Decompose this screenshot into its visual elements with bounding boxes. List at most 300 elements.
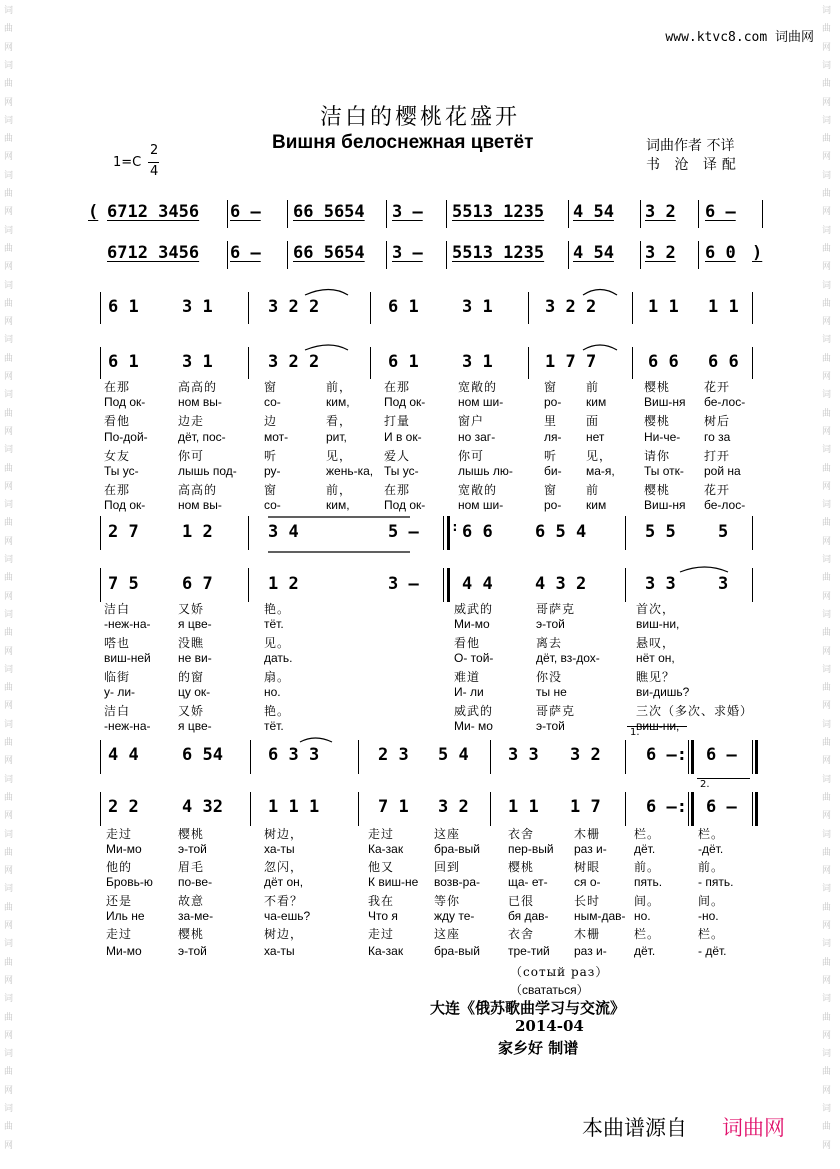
- lyric: жду те-: [434, 908, 475, 923]
- lyric: 哥萨克: [536, 704, 576, 718]
- watermark-char: 词: [822, 280, 832, 291]
- lyric: 窗: [544, 380, 558, 394]
- lyric: ном ши-: [458, 498, 504, 513]
- lyric: би-: [544, 464, 562, 478]
- lyric: 高高的: [178, 380, 218, 394]
- watermark-char: 曲: [4, 792, 14, 803]
- volta-label: 2.: [700, 779, 710, 790]
- lyric: 间。: [634, 893, 661, 908]
- lyric: 树边，: [264, 927, 304, 942]
- watermark-char: 词: [4, 225, 14, 236]
- watermark-char: 曲: [822, 408, 832, 419]
- note-group: 6 3 3: [268, 745, 320, 765]
- lyric: 已很: [508, 893, 535, 908]
- lyric: 衣舍: [508, 827, 535, 841]
- watermark-char: 词: [822, 609, 832, 620]
- lyric: 听: [544, 448, 558, 463]
- watermark-char: 曲: [4, 408, 14, 419]
- watermark-char: 曲: [4, 463, 14, 474]
- volta-label: 1.: [630, 727, 640, 738]
- watermark-char: 词: [822, 1049, 832, 1060]
- lyric: 爱人: [384, 448, 411, 463]
- lyric: ща- ет-: [508, 875, 548, 890]
- lyric: ном ши-: [458, 395, 504, 410]
- watermark-char: 词: [4, 445, 14, 456]
- note-group: 1 2: [182, 522, 213, 542]
- watermark-char: 词: [4, 6, 14, 16]
- lyric: тре-тий: [508, 944, 550, 958]
- watermark-char: 曲: [4, 298, 14, 309]
- lyric: 樱桃: [178, 927, 205, 942]
- note-group: 6 1: [388, 297, 419, 317]
- watermark-char: 曲: [822, 1067, 832, 1078]
- intro-note-group: 6 –: [230, 243, 261, 263]
- note-group: 3: [718, 574, 729, 594]
- watermark-char: 曲: [822, 298, 832, 309]
- lyric: 走过: [106, 927, 133, 942]
- lyric: ру-: [264, 464, 281, 478]
- note-group: 3 1: [182, 352, 213, 372]
- lyric: 忽闪，: [264, 860, 304, 875]
- lyric: 悬叹，: [636, 636, 676, 650]
- lyric: （сотый раз）: [510, 965, 609, 979]
- watermark-char: 网: [822, 701, 832, 712]
- watermark-char: 曲: [4, 243, 14, 254]
- watermark-char: 网: [822, 536, 832, 547]
- watermark-char: 词: [4, 1104, 14, 1114]
- watermark-char: 网: [822, 426, 832, 437]
- note-group: 5 4: [438, 745, 469, 765]
- watermark-char: 曲: [822, 957, 832, 968]
- lyric: ро-: [544, 498, 562, 513]
- lyric: ном вы-: [178, 395, 222, 410]
- lyric: 看他: [454, 636, 481, 650]
- note-group: 4 32: [182, 797, 223, 817]
- note-group: 3 1: [182, 297, 213, 317]
- lyric: го за: [704, 429, 731, 444]
- intro-note-group: (: [88, 202, 99, 222]
- lyric: 你没: [536, 670, 563, 684]
- lyric: Ка-зак: [368, 944, 404, 958]
- lyric: 宽敞的: [458, 380, 498, 394]
- lyric: возв-ра-: [434, 875, 480, 890]
- lyric: нет: [586, 429, 605, 444]
- lyric: виш-ни,: [636, 617, 680, 631]
- lyric: 这座: [434, 927, 461, 942]
- lyric: 请你: [644, 448, 671, 463]
- lyric: 窗户: [458, 414, 485, 429]
- note-group: 7 5: [108, 574, 139, 594]
- intro-note-group: 6712 3456: [107, 202, 200, 222]
- note-group: 3 1: [462, 352, 493, 372]
- note-group: 1 7 7: [545, 352, 597, 372]
- lyric: 威武的: [454, 602, 494, 616]
- watermark-char: 词: [822, 60, 832, 71]
- lyric: 木栅: [574, 927, 601, 942]
- lyric: 窗: [264, 483, 278, 498]
- watermark-char: 词: [4, 884, 14, 895]
- watermark-char: 曲: [4, 1122, 14, 1133]
- watermark-char: 词: [4, 719, 14, 730]
- lyric: 又娇: [178, 704, 205, 718]
- note-group: 6 7: [182, 574, 213, 594]
- watermark-char: 网: [822, 756, 832, 767]
- lyric: 见。: [264, 636, 291, 650]
- intro-note-group: ): [752, 243, 763, 263]
- lyric: но.: [634, 908, 651, 923]
- watermark-char: 网: [822, 97, 832, 108]
- watermark-char: 网: [4, 1030, 14, 1041]
- lyric: дёт.: [634, 944, 656, 958]
- intro-note-group: 5513 1235: [452, 243, 545, 263]
- lyric: жень-ка,: [326, 464, 374, 478]
- watermark-char: 曲: [822, 189, 832, 199]
- watermark-char: 词: [4, 390, 14, 401]
- lyric: за-ме-: [178, 908, 214, 923]
- lyric: виш-ней: [104, 651, 151, 665]
- watermark-char: 网: [822, 262, 832, 273]
- note-group: 3 –: [388, 574, 419, 594]
- lyric: нёт он,: [636, 651, 675, 665]
- watermark-char: 词: [822, 939, 832, 950]
- lyric: но.: [264, 685, 281, 699]
- lyric: Ми-мо: [106, 944, 142, 958]
- lyric: 窗: [544, 483, 558, 498]
- lyric: Под ок-: [104, 498, 146, 513]
- lyric: со-: [264, 498, 281, 513]
- intro-note-group: 66 5654: [293, 243, 365, 263]
- lyric: ха-ты: [264, 944, 295, 958]
- lyric: 栏。: [634, 927, 661, 942]
- lyric: -неж-на-: [104, 719, 151, 733]
- watermark-char: 曲: [4, 518, 14, 529]
- watermark-char: 网: [4, 536, 14, 547]
- watermark-char: 词: [4, 115, 14, 126]
- lyric: лышь под-: [178, 464, 237, 478]
- lyric: 花开: [704, 380, 731, 394]
- watermark-char: 网: [4, 1140, 14, 1151]
- lyric: дёт.: [634, 841, 656, 856]
- title-russian: Вишня белоснежная цветёт: [272, 132, 534, 153]
- lyric: О- той-: [454, 651, 494, 665]
- lyric: дать.: [264, 651, 293, 665]
- lyric: 嗒也: [104, 636, 131, 650]
- watermark-char: 词: [822, 555, 832, 565]
- lyric: 不看？: [264, 893, 304, 908]
- watermark-char: 词: [4, 500, 14, 511]
- lyric: 你可: [178, 448, 205, 463]
- watermark-char: 曲: [4, 24, 14, 35]
- lyric: 面: [586, 414, 600, 429]
- lyric: ным-дав-: [574, 908, 626, 923]
- lyric: по-ве-: [178, 875, 213, 890]
- note-group: 1 1: [708, 297, 739, 317]
- watermark-char: 曲: [822, 79, 832, 90]
- watermark-char: 曲: [4, 683, 14, 694]
- lyric: ким: [586, 395, 607, 410]
- watermark-char: 词: [822, 390, 832, 401]
- lyric: Ни-че-: [644, 429, 681, 444]
- lyric: 栏。: [698, 927, 725, 942]
- watermark-char: 网: [4, 426, 14, 437]
- lyric: 木栅: [574, 827, 601, 841]
- note-group: 3 2 2: [268, 352, 320, 372]
- watermark-char: 词: [822, 335, 832, 346]
- watermark-char: 网: [822, 866, 832, 877]
- lyric: 樱桃: [644, 483, 671, 498]
- lyric: Ты ус-: [384, 464, 419, 478]
- watermark-char: 词: [4, 335, 14, 346]
- lyric: 等你: [434, 893, 461, 908]
- lyric: мот-: [264, 429, 289, 444]
- lyric: ном вы-: [178, 498, 222, 513]
- note-group: 1 1 1: [268, 797, 320, 817]
- watermark-char: 网: [4, 152, 14, 163]
- lyric: Ми-мо: [454, 617, 490, 631]
- note-group: 2 7: [108, 522, 139, 542]
- watermark-char: 网: [4, 317, 14, 328]
- lyric: рой на: [704, 464, 741, 478]
- watermark-char: 曲: [4, 1012, 14, 1023]
- lyric: ким: [586, 498, 607, 513]
- lyric: тёт.: [264, 617, 284, 631]
- watermark-char: 曲: [4, 628, 14, 639]
- note-group: 1 2: [268, 574, 299, 594]
- footer-line-3: 家乡好 制谱: [498, 1039, 579, 1057]
- lyric: 回到: [434, 860, 461, 875]
- lyric: 洁白: [104, 704, 131, 718]
- lyric: тёт.: [264, 719, 284, 733]
- footer-line-1: 大连《俄苏歌曲学习与交流》: [430, 999, 626, 1017]
- lyric: бе-лос-: [704, 395, 746, 410]
- note-group: 3 2 2: [545, 297, 597, 317]
- note-group: 3 2: [438, 797, 469, 817]
- lyric: Бровь-ю: [106, 875, 153, 890]
- lyric: 见，: [326, 448, 353, 463]
- lyric: -дёт.: [698, 841, 724, 856]
- watermark-char: 词: [822, 994, 832, 1005]
- lyric: И- ли: [454, 685, 484, 699]
- lyric: 看他: [104, 414, 131, 429]
- lyric: 前: [586, 380, 600, 394]
- watermark-char: 曲: [4, 189, 14, 199]
- lyric: 威武的: [454, 704, 494, 718]
- note-group: 4 4: [462, 574, 493, 594]
- watermark-char: 词: [4, 170, 14, 181]
- note-group: 1 7: [570, 797, 601, 817]
- note-group: 1 1: [648, 297, 679, 317]
- watermark-char: 词: [822, 829, 832, 840]
- lyric: 听: [264, 448, 278, 463]
- lyric: 樱桃: [644, 380, 671, 394]
- note-group: 3 2: [570, 745, 601, 765]
- lyric: раз и-: [574, 841, 607, 856]
- watermark-char: 曲: [822, 902, 832, 913]
- watermark-char: 曲: [4, 847, 14, 858]
- watermark-char: 曲: [822, 683, 832, 694]
- watermark-char: 网: [822, 481, 832, 492]
- watermark-char: 曲: [4, 134, 14, 145]
- lyric: 樱桃: [178, 827, 205, 841]
- lyric: у- ли-: [104, 685, 136, 699]
- lyric: 眉毛: [178, 860, 205, 875]
- watermark-char: 网: [822, 152, 832, 163]
- watermark-char: 曲: [4, 353, 14, 364]
- lyric: бя дав-: [508, 908, 549, 923]
- lyric: 临街: [104, 670, 131, 684]
- lyric: виш-ни,: [636, 719, 680, 733]
- lyric: 前: [586, 483, 600, 498]
- watermark-char: 词: [4, 280, 14, 291]
- watermark-char: 网: [4, 262, 14, 273]
- watermark-char: 词: [822, 774, 832, 785]
- lyric: 前。: [698, 860, 725, 875]
- watermark-char: 词: [822, 1104, 832, 1114]
- lyric: Под ок-: [384, 395, 426, 410]
- lyric: Ми-мо: [106, 841, 142, 856]
- watermark-char: 曲: [822, 628, 832, 639]
- lyric: 里: [544, 414, 558, 429]
- lyric: 艳。: [264, 602, 291, 616]
- watermark-char: 网: [4, 1085, 14, 1096]
- intro-note-group: 3 –: [392, 243, 423, 263]
- lyric: 樱桃: [644, 414, 671, 429]
- note-group: 3 2 2: [268, 297, 320, 317]
- meter-top: 2: [150, 143, 159, 158]
- note-group: 4 3 2: [535, 574, 587, 594]
- watermark-char: 词: [4, 829, 14, 840]
- note-group: 1 1: [508, 797, 539, 817]
- lyric: 又娇: [178, 602, 205, 616]
- lyric: 哥萨克: [536, 602, 576, 616]
- watermark-char: 词: [4, 609, 14, 620]
- watermark-char: 词: [822, 664, 832, 675]
- meter-bottom: 4: [150, 164, 159, 179]
- note-group: 6 5 4: [535, 522, 587, 542]
- lyric: 他的: [106, 860, 133, 875]
- tie: [680, 567, 728, 572]
- lyric: - дёт.: [698, 944, 727, 958]
- credit-line-2: 书 沧 译配: [646, 157, 741, 173]
- lyric: 高高的: [178, 483, 218, 498]
- watermark-char: 网: [822, 591, 832, 602]
- watermark-char: 曲: [822, 463, 832, 474]
- note-group: 4 4: [108, 745, 139, 765]
- lyric: ким,: [326, 498, 350, 513]
- watermark-char: 曲: [822, 134, 832, 145]
- lyric: 宽敞的: [458, 483, 498, 498]
- lyric: 我在: [368, 893, 395, 908]
- lyric: бра-вый: [434, 841, 480, 856]
- watermark-char: 词: [4, 60, 14, 71]
- lyric: -но.: [698, 908, 719, 923]
- lyric: 没瞧: [178, 636, 205, 650]
- lyric: 栏。: [634, 827, 661, 841]
- lyric: 离去: [536, 636, 563, 650]
- lyric: Что я: [368, 908, 398, 923]
- lyric: 还是: [106, 893, 133, 908]
- lyric: ча-ешь?: [264, 908, 311, 923]
- source-label: 本曲谱源自: [582, 1116, 687, 1140]
- watermark-char: 网: [822, 921, 832, 931]
- lyric: 女友: [104, 448, 131, 463]
- note-group: 5 –: [388, 522, 419, 542]
- note-group: 3 3: [508, 745, 539, 765]
- watermark-char: 网: [4, 756, 14, 767]
- lyric: 首次，: [636, 602, 676, 616]
- lyric: 你可: [458, 448, 485, 463]
- lyric: Виш-ня: [644, 498, 686, 513]
- lyric: раз и-: [574, 944, 607, 958]
- note-group: 5 5: [645, 522, 676, 542]
- lyric: 栏。: [698, 827, 725, 841]
- watermark-char: 曲: [4, 902, 14, 913]
- watermark-char: 词: [822, 170, 832, 181]
- lyric: Ми- мо: [454, 719, 493, 733]
- note-group: 3 4: [268, 522, 299, 542]
- watermark-char: 网: [4, 591, 14, 602]
- lyric: ся о-: [574, 875, 601, 890]
- note-group: 6 1: [108, 352, 139, 372]
- lyric: ви-дишь?: [636, 685, 690, 699]
- lyric: 前，: [326, 483, 353, 498]
- lyric: 打开: [704, 448, 731, 463]
- watermark-char: 网: [4, 97, 14, 108]
- intro-note-group: 6 –: [705, 202, 736, 222]
- lyric: ты не: [536, 685, 567, 699]
- note-group: 6 1: [108, 297, 139, 317]
- footer-line-2: 2014-04: [515, 1017, 584, 1035]
- tie: [305, 345, 348, 350]
- lyric: лышь лю-: [458, 464, 513, 478]
- lyric: Ты ус-: [104, 464, 139, 478]
- watermark-char: 曲: [822, 24, 832, 35]
- lyric: Ты отк-: [644, 464, 684, 478]
- note-group: 6 54: [182, 745, 223, 765]
- tie: [583, 345, 617, 350]
- watermark-char: 曲: [822, 573, 832, 584]
- lyric: 走过: [106, 827, 133, 841]
- watermark-char: 曲: [4, 573, 14, 584]
- lyric: 树眼: [574, 860, 601, 875]
- watermark-char: 曲: [822, 847, 832, 858]
- watermark-char: 网: [4, 701, 14, 712]
- lyric: ля-: [544, 429, 562, 444]
- lyric: 艳。: [264, 704, 291, 718]
- intro-note-group: 4 54: [573, 243, 614, 263]
- source-site-link[interactable]: 词曲网: [722, 1116, 785, 1140]
- lyric: э-той: [178, 944, 207, 958]
- lyric: 在那: [104, 380, 131, 394]
- lyric: рит,: [326, 429, 347, 444]
- watermark-char: 词: [4, 555, 14, 565]
- lyric: бра-вый: [434, 944, 480, 958]
- watermark-char: 曲: [822, 353, 832, 364]
- lyric: Виш-ня: [644, 395, 686, 410]
- watermark-char: 曲: [822, 738, 832, 748]
- note-group: 2 3: [378, 745, 409, 765]
- note-group: 6 6: [462, 522, 493, 542]
- tie: [583, 290, 617, 296]
- lyric: не ви-: [178, 651, 212, 665]
- lyric: 在那: [384, 380, 411, 394]
- tie: [305, 290, 348, 296]
- lyric: со-: [264, 395, 281, 410]
- note-group: 2 2: [108, 797, 139, 817]
- lyric: э-той: [536, 719, 565, 733]
- lyric: 在那: [104, 483, 131, 498]
- watermark-char: 曲: [822, 518, 832, 529]
